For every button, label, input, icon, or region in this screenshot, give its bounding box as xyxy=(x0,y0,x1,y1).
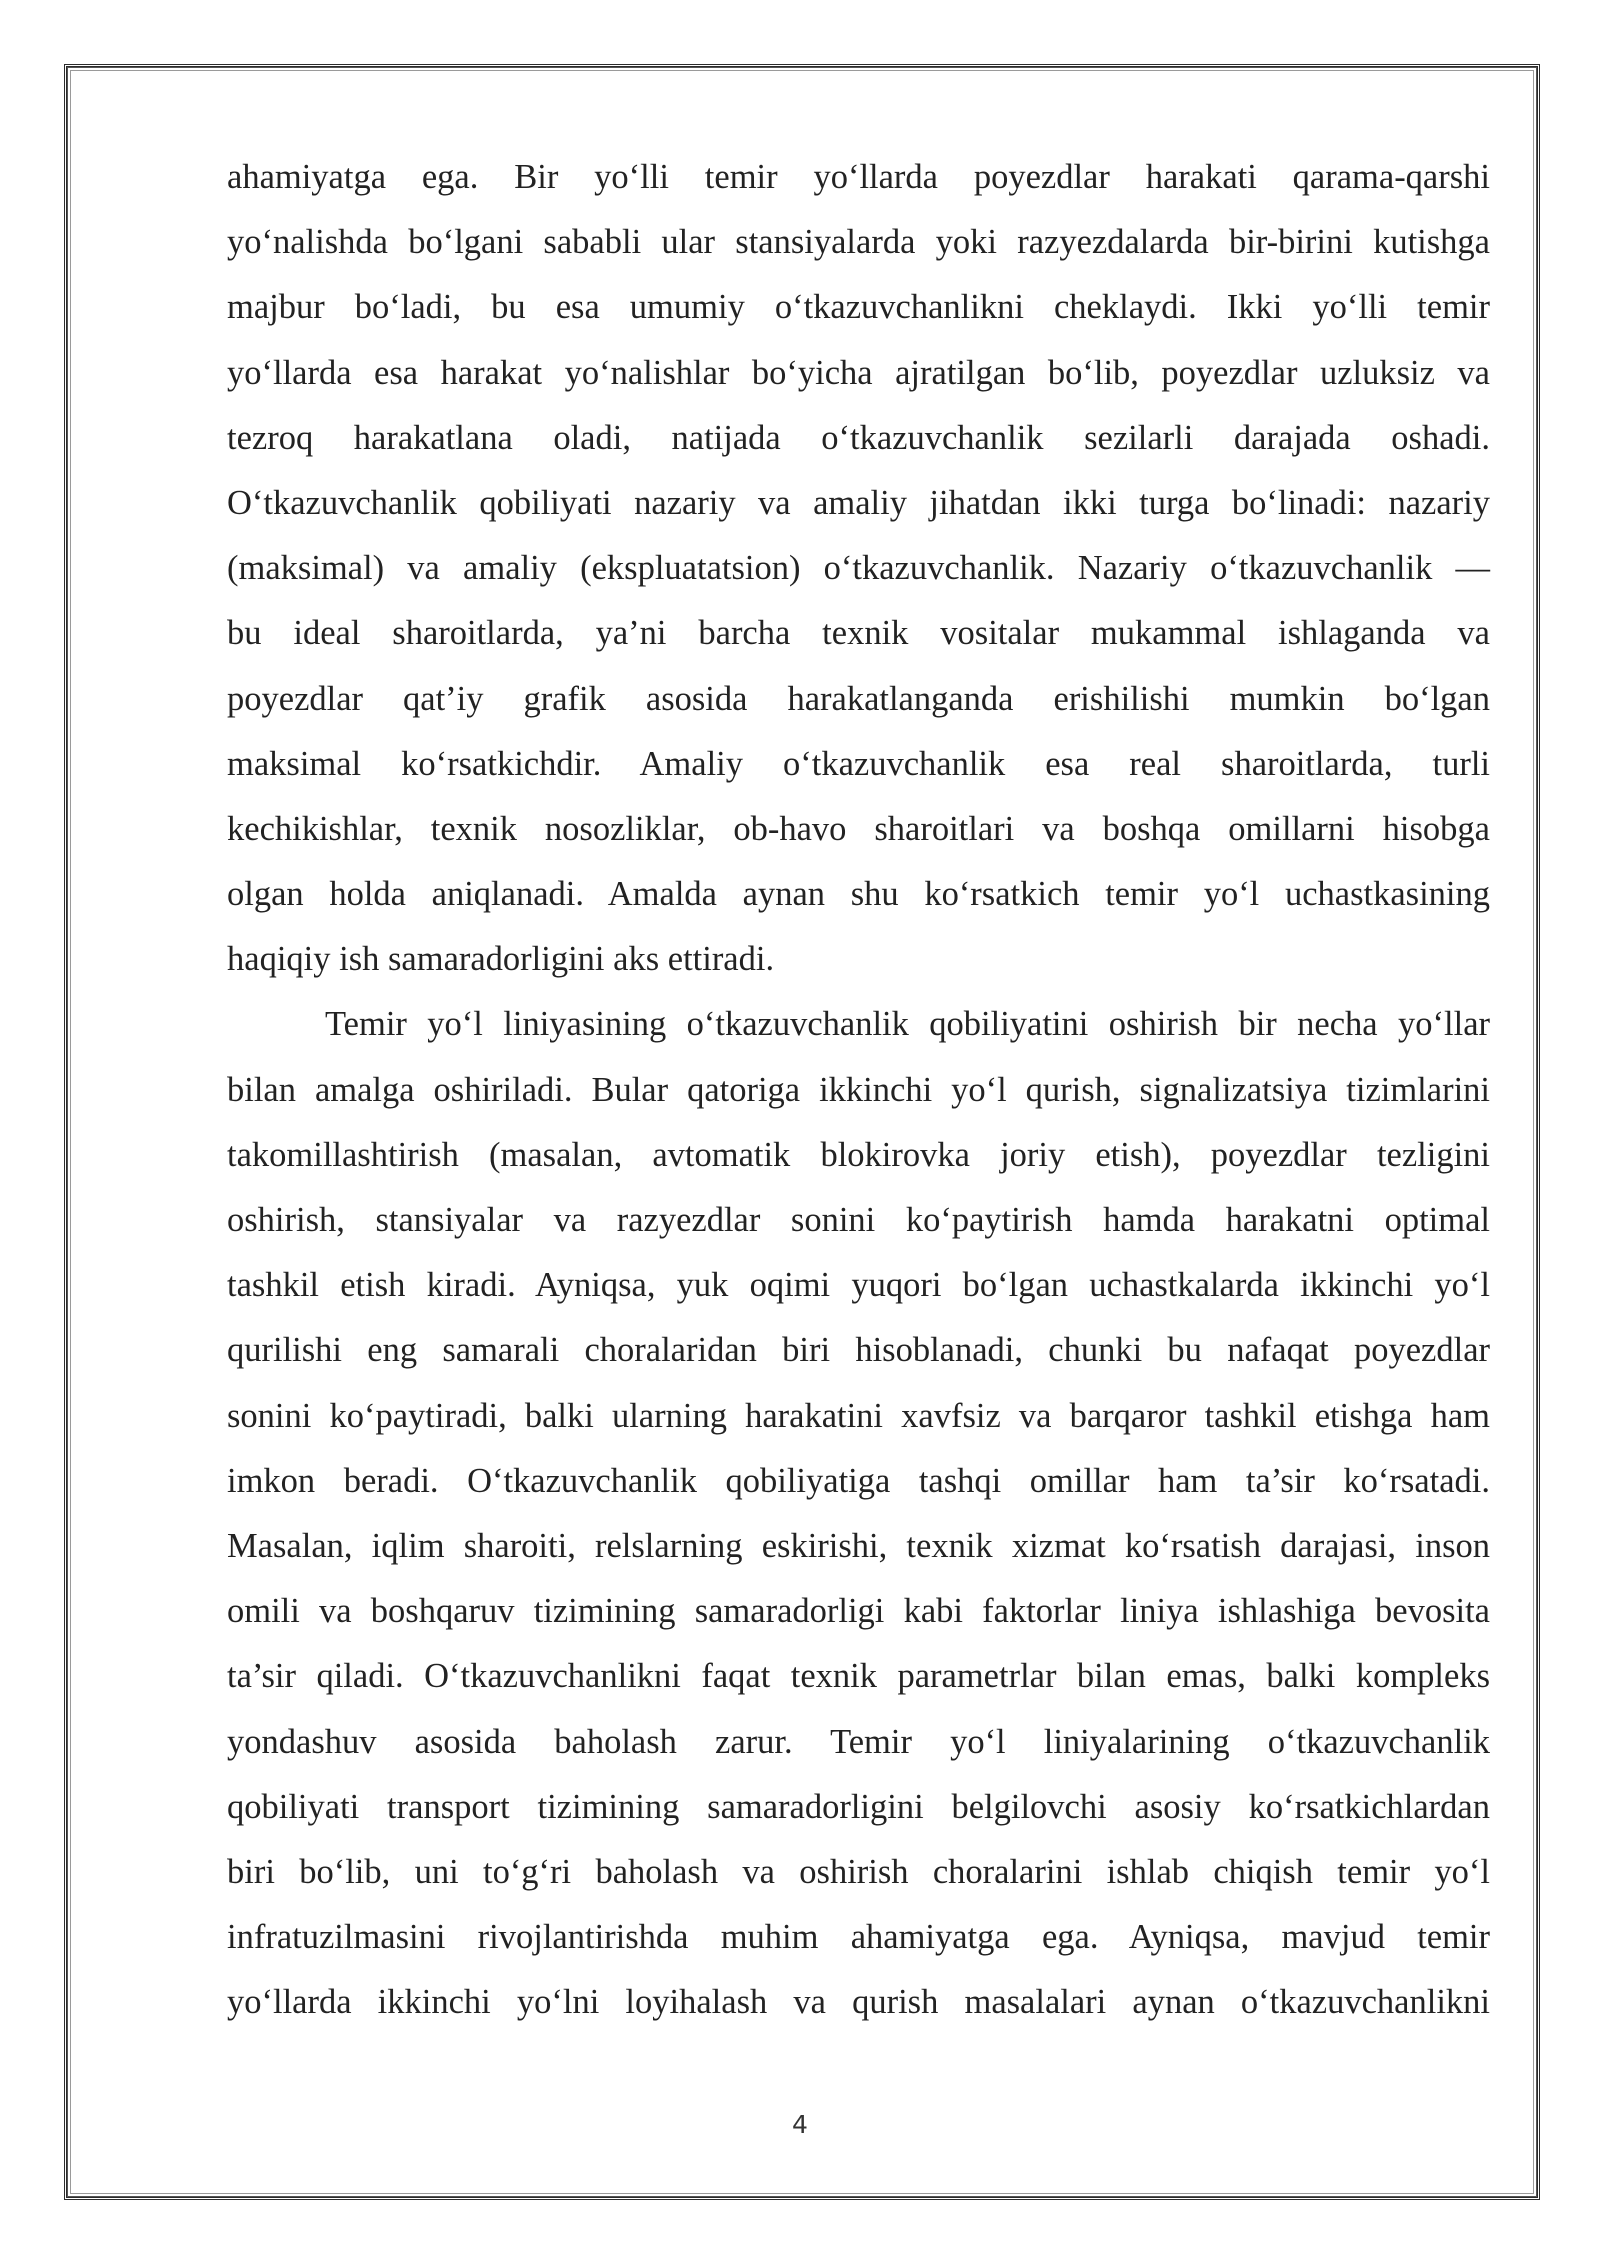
text-line: Masalan, iqlim sharoiti, relslarning eskirishi, texnik xizmat ko‘rsatish darajasi, inson xyxy=(227,1526,1490,1565)
page-number: 4 xyxy=(792,2110,808,2139)
text-line: O‘tkazuvchanlik qobiliyati nazariy va amaliy jihatdan ikki turga bo‘linadi: nazariy xyxy=(227,483,1490,522)
text-line: tezroq harakatlana oladi, natijada o‘tkazuvchanlik sezilarli darajada oshadi. xyxy=(227,418,1490,457)
text-line: (maksimal) va amaliy (ekspluatatsion) o‘tkazuvchanlik. Nazariy o‘tkazuvchanlik — xyxy=(227,549,1490,588)
text-line: tashkil etish kiradi. Ayniqsa, yuk oqimi yuqori bo‘lgan uchastkalarda ikkinchi yo‘l xyxy=(227,1266,1490,1305)
text-line: biri bo‘lib, uni to‘g‘ri baholash va oshirish choralarini ishlab chiqish temir yo‘l xyxy=(227,1852,1490,1891)
document-body xyxy=(227,145,1490,2035)
text-line: yondashuv asosida baholash zarur. Temir yo‘l liniyalarining o‘tkazuvchanlik xyxy=(227,1722,1490,1761)
text-line: sonini ko‘paytiradi, balki ularning harakatini xavfsiz va barqaror tashkil etishga ham xyxy=(227,1396,1490,1435)
text-line: qurilishi eng samarali choralaridan biri hisoblanadi, chunki bu nafaqat poyezdlar xyxy=(227,1331,1490,1370)
text-line: yo‘llarda esa harakat yo‘nalishlar bo‘yicha ajratilgan bo‘lib, poyezdlar uzluksiz va xyxy=(227,353,1490,392)
text-line: qobiliyati transport tizimining samaradorligini belgilovchi asosiy ko‘rsatkichlardan xyxy=(227,1787,1490,1826)
text-line: haqiqiy ish samaradorligini aks ettiradi. xyxy=(227,940,775,979)
text-line: omili va boshqaruv tizimining samaradorligi kabi faktorlar liniya ishlashiga bevosita xyxy=(227,1592,1490,1631)
text-line: majbur bo‘ladi, bu esa umumiy o‘tkazuvchanlikni cheklaydi. Ikki yo‘lli temir xyxy=(227,288,1490,327)
paragraph xyxy=(227,992,1490,2035)
text-line: ta’sir qiladi. O‘tkazuvchanlikni faqat texnik parametrlar bilan emas, balki kompleks xyxy=(227,1657,1490,1696)
text-line: maksimal ko‘rsatkichdir. Amaliy o‘tkazuvchanlik esa real sharoitlarda, turli xyxy=(227,744,1490,783)
text-line: olgan holda aniqlanadi. Amalda aynan shu ko‘rsatkich temir yo‘l uchastkasining xyxy=(227,875,1490,914)
text-line: poyezdlar qat’iy grafik asosida harakatlanganda erishilishi mumkin bo‘lgan xyxy=(227,679,1490,718)
text-line: bu ideal sharoitlarda, ya’ni barcha texnik vositalar mukammal ishlaganda va xyxy=(227,614,1490,653)
paragraph xyxy=(227,145,1490,992)
text-line: takomillashtirish (masalan, avtomatik blokirovka joriy etish), poyezdlar tezligini xyxy=(227,1135,1490,1174)
text-line: infratuzilmasini rivojlantirishda muhim ahamiyatga ega. Ayniqsa, mavjud temir xyxy=(227,1918,1490,1957)
text-line: yo‘llarda ikkinchi yo‘lni loyihalash va qurish masalalari aynan o‘tkazuvchanlikni xyxy=(227,1983,1490,2022)
text-line: oshirish, stansiyalar va razyezdlar sonini ko‘paytirish hamda harakatni optimal xyxy=(227,1201,1490,1239)
text-line: yo‘nalishda bo‘lgani sababli ular stansiyalarda yoki razyezdalarda bir-birini kutishga xyxy=(227,223,1490,262)
text-line: kechikishlar, texnik nosozliklar, ob-havo sharoitlari va boshqa omillarni hisobga xyxy=(227,809,1490,848)
text-line: Temir yo‘l liniyasining o‘tkazuvchanlik qobiliyatini oshirish bir necha yo‘llar xyxy=(325,1005,1490,1044)
text-line: ahamiyatga ega. Bir yo‘lli temir yo‘llarda poyezdlar harakati qarama-qarshi xyxy=(227,158,1490,196)
text-line: imkon beradi. O‘tkazuvchanlik qobiliyatiga tashqi omillar ham ta’sir ko‘rsatadi. xyxy=(227,1461,1490,1500)
text-line: bilan amalga oshiriladi. Bular qatoriga ikkinchi yo‘l qurish, signalizatsiya tizimlarini xyxy=(227,1070,1490,1109)
